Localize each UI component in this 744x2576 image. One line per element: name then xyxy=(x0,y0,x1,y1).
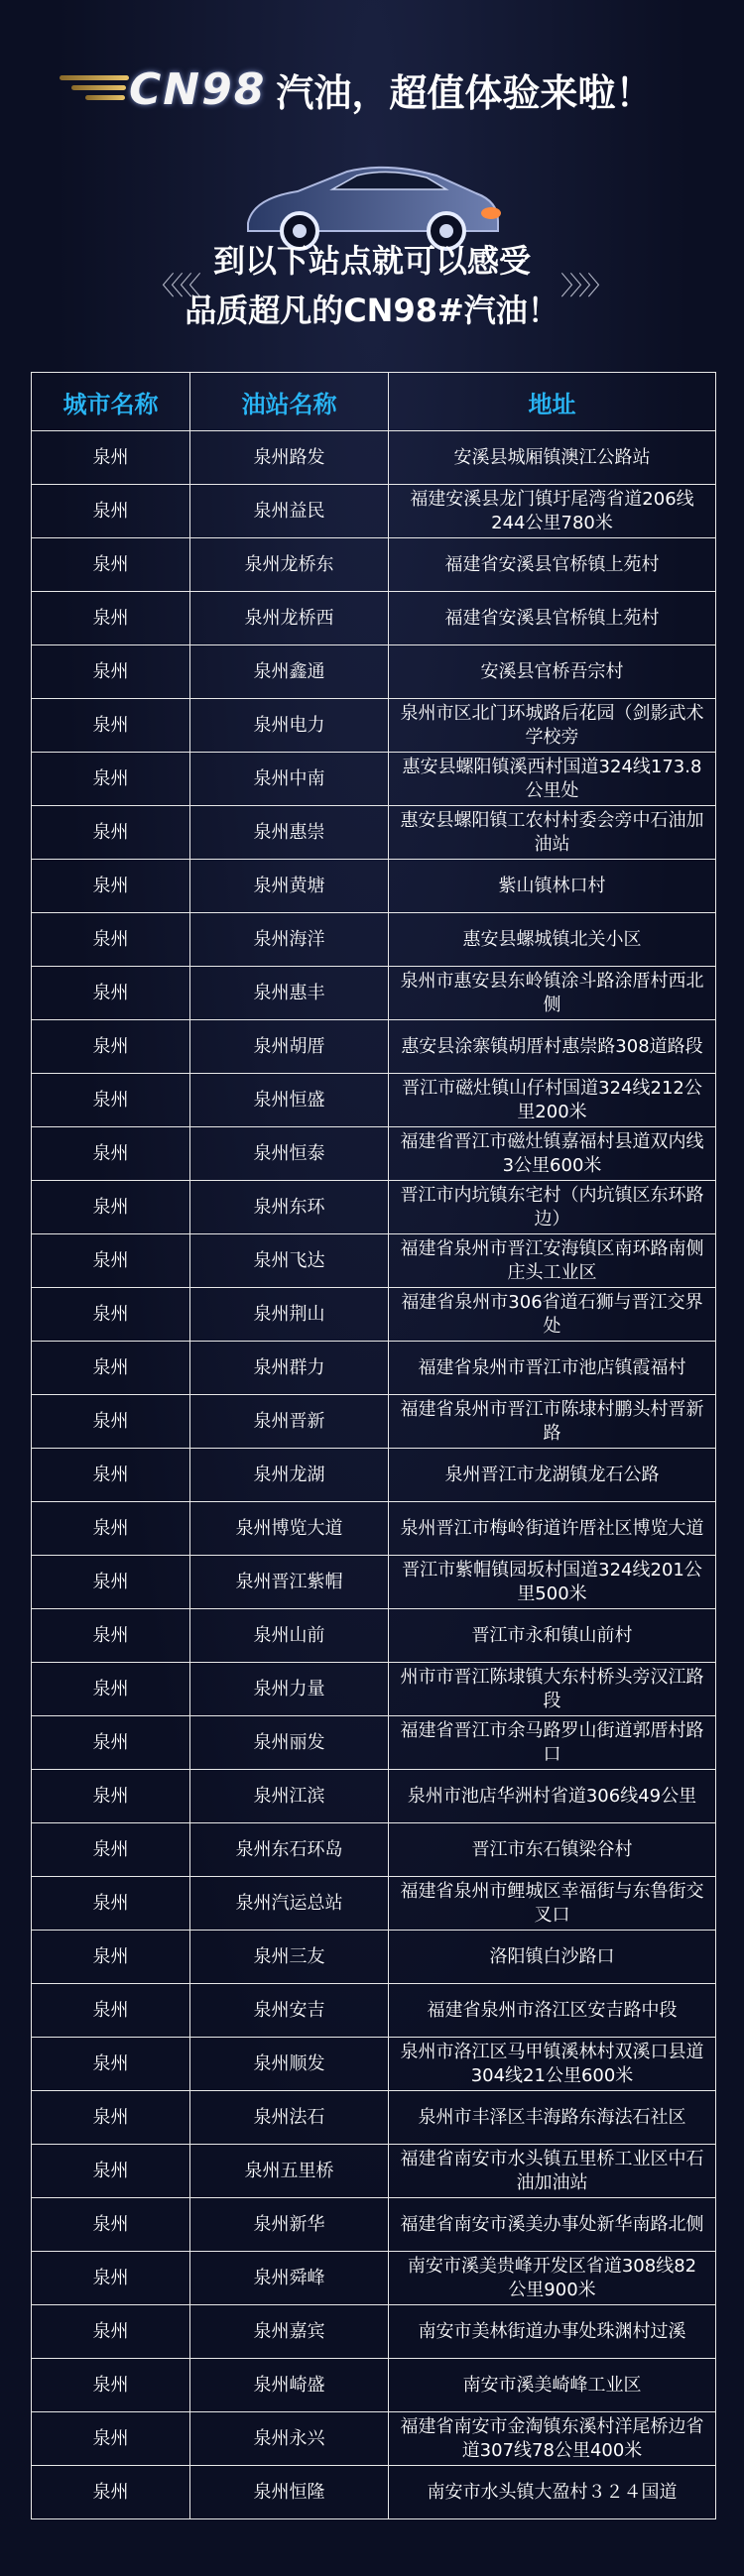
table-row xyxy=(32,2091,716,2145)
cell-station: 泉州东石环岛 xyxy=(190,1823,389,1877)
cell-address: 福建省晋江市余马路罗山街道郭厝村路口 xyxy=(389,1716,716,1770)
cell-station: 泉州黄塘 xyxy=(190,860,389,913)
cell-address: 福建省泉州市洛江区安吉路中段 xyxy=(389,1984,716,2038)
table-row xyxy=(32,1342,716,1395)
table-row xyxy=(32,1877,716,1931)
cell-address: 福建省泉州市晋江市陈埭村鹏头村晋新路 xyxy=(389,1395,716,1449)
cell-address: 洛阳镇白沙路口 xyxy=(389,1931,716,1984)
cell-station: 泉州益民 xyxy=(190,485,389,538)
cell-station: 泉州博览大道 xyxy=(190,1502,389,1556)
cell-address: 南安市水头镇大盈村３２４国道 xyxy=(389,2466,716,2519)
column-header-station: 油站名称 xyxy=(190,373,389,431)
cell-address: 福建省南安市溪美办事处新华南路北侧 xyxy=(389,2198,716,2252)
cell-address: 福建省泉州市晋江市池店镇霞福村 xyxy=(389,1342,716,1395)
table-row xyxy=(32,645,716,699)
cell-station: 泉州鑫通 xyxy=(190,645,389,699)
cell-address: 惠安县螺阳镇溪西村国道324线173.8公里处 xyxy=(389,753,716,806)
table-row xyxy=(32,1074,716,1127)
headline-line1: 到以下站点就可以感受 xyxy=(212,242,531,280)
cell-address: 南安市溪美贵峰开发区省道308线82公里900米 xyxy=(389,2252,716,2305)
cell-station: 泉州电力 xyxy=(190,699,389,753)
cell-address: 惠安县螺城镇北关小区 xyxy=(389,913,716,967)
table-row xyxy=(32,2198,716,2252)
cell-address: 福建省安溪县官桥镇上苑村 xyxy=(389,592,716,645)
column-header-address: 地址 xyxy=(389,373,716,431)
cell-address: 福建安溪县龙门镇圩尾湾省道206线244公里780米 xyxy=(389,485,716,538)
cell-station: 泉州龙桥东 xyxy=(190,538,389,592)
cell-address: 福建省晋江市磁灶镇嘉福村县道双内线3公里600米 xyxy=(389,1127,716,1181)
table-row xyxy=(32,1288,716,1342)
cell-address: 福建省安溪县官桥镇上苑村 xyxy=(389,538,716,592)
cell-station: 泉州汽运总站 xyxy=(190,1877,389,1931)
cell-station: 泉州飞达 xyxy=(190,1234,389,1288)
table-row xyxy=(32,485,716,538)
cell-address: 福建省泉州市晋江安海镇区南环路南侧庄头工业区 xyxy=(389,1234,716,1288)
cell-city: 泉州 xyxy=(32,2412,190,2466)
cell-address: 福建省泉州市鲤城区幸福街与东鲁街交叉口 xyxy=(389,1877,716,1931)
cell-station: 泉州海洋 xyxy=(190,913,389,967)
cell-city: 泉州 xyxy=(32,2091,190,2145)
cell-station: 泉州顺发 xyxy=(190,2038,389,2091)
cell-address: 晋江市永和镇山前村 xyxy=(389,1609,716,1663)
cell-station: 泉州法石 xyxy=(190,2091,389,2145)
cell-station: 泉州惠丰 xyxy=(190,967,389,1020)
table-row xyxy=(32,1234,716,1288)
cell-address: 惠安县涂寨镇胡厝村惠崇路308道路段 xyxy=(389,1020,716,1074)
table-row xyxy=(32,753,716,806)
table-row xyxy=(32,1984,716,2038)
cell-station: 泉州东环 xyxy=(190,1181,389,1234)
cell-city: 泉州 xyxy=(32,1823,190,1877)
table-row xyxy=(32,1502,716,1556)
table-row xyxy=(32,1181,716,1234)
chevron-left-icon: 〈〈〈〈 xyxy=(149,272,198,301)
table-row xyxy=(32,1449,716,1502)
cell-city: 泉州 xyxy=(32,2145,190,2198)
table-row xyxy=(32,538,716,592)
cell-city: 泉州 xyxy=(32,2305,190,2359)
cell-station: 泉州龙湖 xyxy=(190,1449,389,1502)
cell-city: 泉州 xyxy=(32,1663,190,1716)
cell-station: 泉州荆山 xyxy=(190,1288,389,1342)
table-row xyxy=(32,2038,716,2091)
cell-city: 泉州 xyxy=(32,1984,190,2038)
cell-address: 惠安县螺阳镇工农村村委会旁中石油加油站 xyxy=(389,806,716,860)
table-row xyxy=(32,1556,716,1609)
cell-address: 紫山镇林口村 xyxy=(389,860,716,913)
cell-city: 泉州 xyxy=(32,431,190,485)
cell-address: 泉州市池店华洲村省道306线49公里 xyxy=(389,1770,716,1823)
slogan: 汽油，超值体验来啦！ xyxy=(276,70,654,115)
table-row xyxy=(32,860,716,913)
cell-address: 安溪县城厢镇澳江公路站 xyxy=(389,431,716,485)
table-row xyxy=(32,1931,716,1984)
cell-city: 泉州 xyxy=(32,1020,190,1074)
headline-line2: 品质超凡的CN98#汽油！ xyxy=(185,292,559,329)
cell-address: 晋江市磁灶镇山仔村国道324线212公里200米 xyxy=(389,1074,716,1127)
cell-station: 泉州胡厝 xyxy=(190,1020,389,1074)
cell-station: 泉州力量 xyxy=(190,1663,389,1716)
cell-station: 泉州舜峰 xyxy=(190,2252,389,2305)
logo-banner xyxy=(60,59,694,119)
cell-station: 泉州晋新 xyxy=(190,1395,389,1449)
cell-address: 泉州晋江市梅岭街道许厝社区博览大道 xyxy=(389,1502,716,1556)
cell-city: 泉州 xyxy=(32,2198,190,2252)
cell-station: 泉州恒泰 xyxy=(190,1127,389,1181)
cell-city: 泉州 xyxy=(32,1770,190,1823)
cell-city: 泉州 xyxy=(32,913,190,967)
table-row xyxy=(32,2359,716,2412)
cell-station: 泉州龙桥西 xyxy=(190,592,389,645)
table-row xyxy=(32,431,716,485)
cell-city: 泉州 xyxy=(32,1609,190,1663)
cell-address: 安溪县官桥吾宗村 xyxy=(389,645,716,699)
cell-city: 泉州 xyxy=(32,1074,190,1127)
table-row xyxy=(32,2145,716,2198)
cell-address: 南安市溪美崎峰工业区 xyxy=(389,2359,716,2412)
cell-city: 泉州 xyxy=(32,1181,190,1234)
cell-city: 泉州 xyxy=(32,2359,190,2412)
header xyxy=(0,0,744,377)
cell-city: 泉州 xyxy=(32,592,190,645)
cell-station: 泉州群力 xyxy=(190,1342,389,1395)
cell-address: 泉州市洛江区马甲镇溪林村双溪口县道304线21公里600米 xyxy=(389,2038,716,2091)
column-header-city: 城市名称 xyxy=(32,373,190,431)
cell-station: 泉州江滨 xyxy=(190,1770,389,1823)
cell-city: 泉州 xyxy=(32,2252,190,2305)
cell-city: 泉州 xyxy=(32,485,190,538)
cell-station: 泉州中南 xyxy=(190,753,389,806)
cell-station: 泉州三友 xyxy=(190,1931,389,1984)
cell-city: 泉州 xyxy=(32,806,190,860)
cell-address: 泉州晋江市龙湖镇龙石公路 xyxy=(389,1449,716,1502)
cell-city: 泉州 xyxy=(32,2038,190,2091)
table-row xyxy=(32,1609,716,1663)
table-row xyxy=(32,1663,716,1716)
chevron-right-icon: 〉〉〉〉 xyxy=(560,272,610,301)
table-row xyxy=(32,1127,716,1181)
cell-city: 泉州 xyxy=(32,1502,190,1556)
cell-city: 泉州 xyxy=(32,2466,190,2519)
cell-city: 泉州 xyxy=(32,1288,190,1342)
table-row xyxy=(32,2412,716,2466)
cell-city: 泉州 xyxy=(32,645,190,699)
table-row xyxy=(32,1716,716,1770)
table-row xyxy=(32,1395,716,1449)
cell-address: 晋江市紫帽镇园坂村国道324线201公里500米 xyxy=(389,1556,716,1609)
cell-city: 泉州 xyxy=(32,1342,190,1395)
cell-station: 泉州新华 xyxy=(190,2198,389,2252)
cell-station: 泉州路发 xyxy=(190,431,389,485)
cell-station: 泉州嘉宾 xyxy=(190,2305,389,2359)
cell-address: 南安市美林街道办事处珠渊村过溪 xyxy=(389,2305,716,2359)
cell-station: 泉州山前 xyxy=(190,1609,389,1663)
cell-station: 泉州丽发 xyxy=(190,1716,389,1770)
cell-station: 泉州五里桥 xyxy=(190,2145,389,2198)
cell-city: 泉州 xyxy=(32,1395,190,1449)
cell-address: 泉州市惠安县东岭镇涂斗路涂厝村西北侧 xyxy=(389,967,716,1020)
wing-icon xyxy=(60,69,129,109)
cell-station: 泉州崎盛 xyxy=(190,2359,389,2412)
table-row xyxy=(32,806,716,860)
table-row xyxy=(32,1020,716,1074)
table-row xyxy=(32,913,716,967)
cell-address: 福建省泉州市306省道石狮与晋江交界处 xyxy=(389,1288,716,1342)
table-row xyxy=(32,699,716,753)
cell-station: 泉州恒隆 xyxy=(190,2466,389,2519)
table-row xyxy=(32,1770,716,1823)
cell-city: 泉州 xyxy=(32,1931,190,1984)
cell-address: 福建省南安市水头镇五里桥工业区中石油加油站 xyxy=(389,2145,716,2198)
cell-address: 泉州市丰泽区丰海路东海法石社区 xyxy=(389,2091,716,2145)
cell-station: 泉州安吉 xyxy=(190,1984,389,2038)
cell-city: 泉州 xyxy=(32,753,190,806)
cell-city: 泉州 xyxy=(32,1127,190,1181)
table-row xyxy=(32,592,716,645)
cell-city: 泉州 xyxy=(32,538,190,592)
cell-city: 泉州 xyxy=(32,860,190,913)
cell-address: 福建省南安市金淘镇东溪村洋尾桥边省道307线78公里400米 xyxy=(389,2412,716,2466)
table-row xyxy=(32,2252,716,2305)
table-header-row xyxy=(32,373,716,431)
cell-city: 泉州 xyxy=(32,1449,190,1502)
cell-address: 州市市晋江陈埭镇大东村桥头旁汉江路段 xyxy=(389,1663,716,1716)
cell-city: 泉州 xyxy=(32,967,190,1020)
station-table xyxy=(31,372,716,2519)
table-row xyxy=(32,2305,716,2359)
cell-station: 泉州永兴 xyxy=(190,2412,389,2466)
cell-address: 晋江市内坑镇东宅村（内坑镇区东环路边） xyxy=(389,1181,716,1234)
cell-city: 泉州 xyxy=(32,1877,190,1931)
cell-station: 泉州晋江紫帽 xyxy=(190,1556,389,1609)
cell-city: 泉州 xyxy=(32,1716,190,1770)
brand-logo: CN98 xyxy=(129,63,267,115)
cell-city: 泉州 xyxy=(32,1234,190,1288)
table-row xyxy=(32,2466,716,2519)
cell-city: 泉州 xyxy=(32,1556,190,1609)
table-row xyxy=(32,967,716,1020)
cell-station: 泉州惠崇 xyxy=(190,806,389,860)
cell-city: 泉州 xyxy=(32,699,190,753)
cell-address: 泉州市区北门环城路后花园（剑影武术学校旁 xyxy=(389,699,716,753)
cell-station: 泉州恒盛 xyxy=(190,1074,389,1127)
table-row xyxy=(32,1823,716,1877)
cell-address: 晋江市东石镇梁谷村 xyxy=(389,1823,716,1877)
